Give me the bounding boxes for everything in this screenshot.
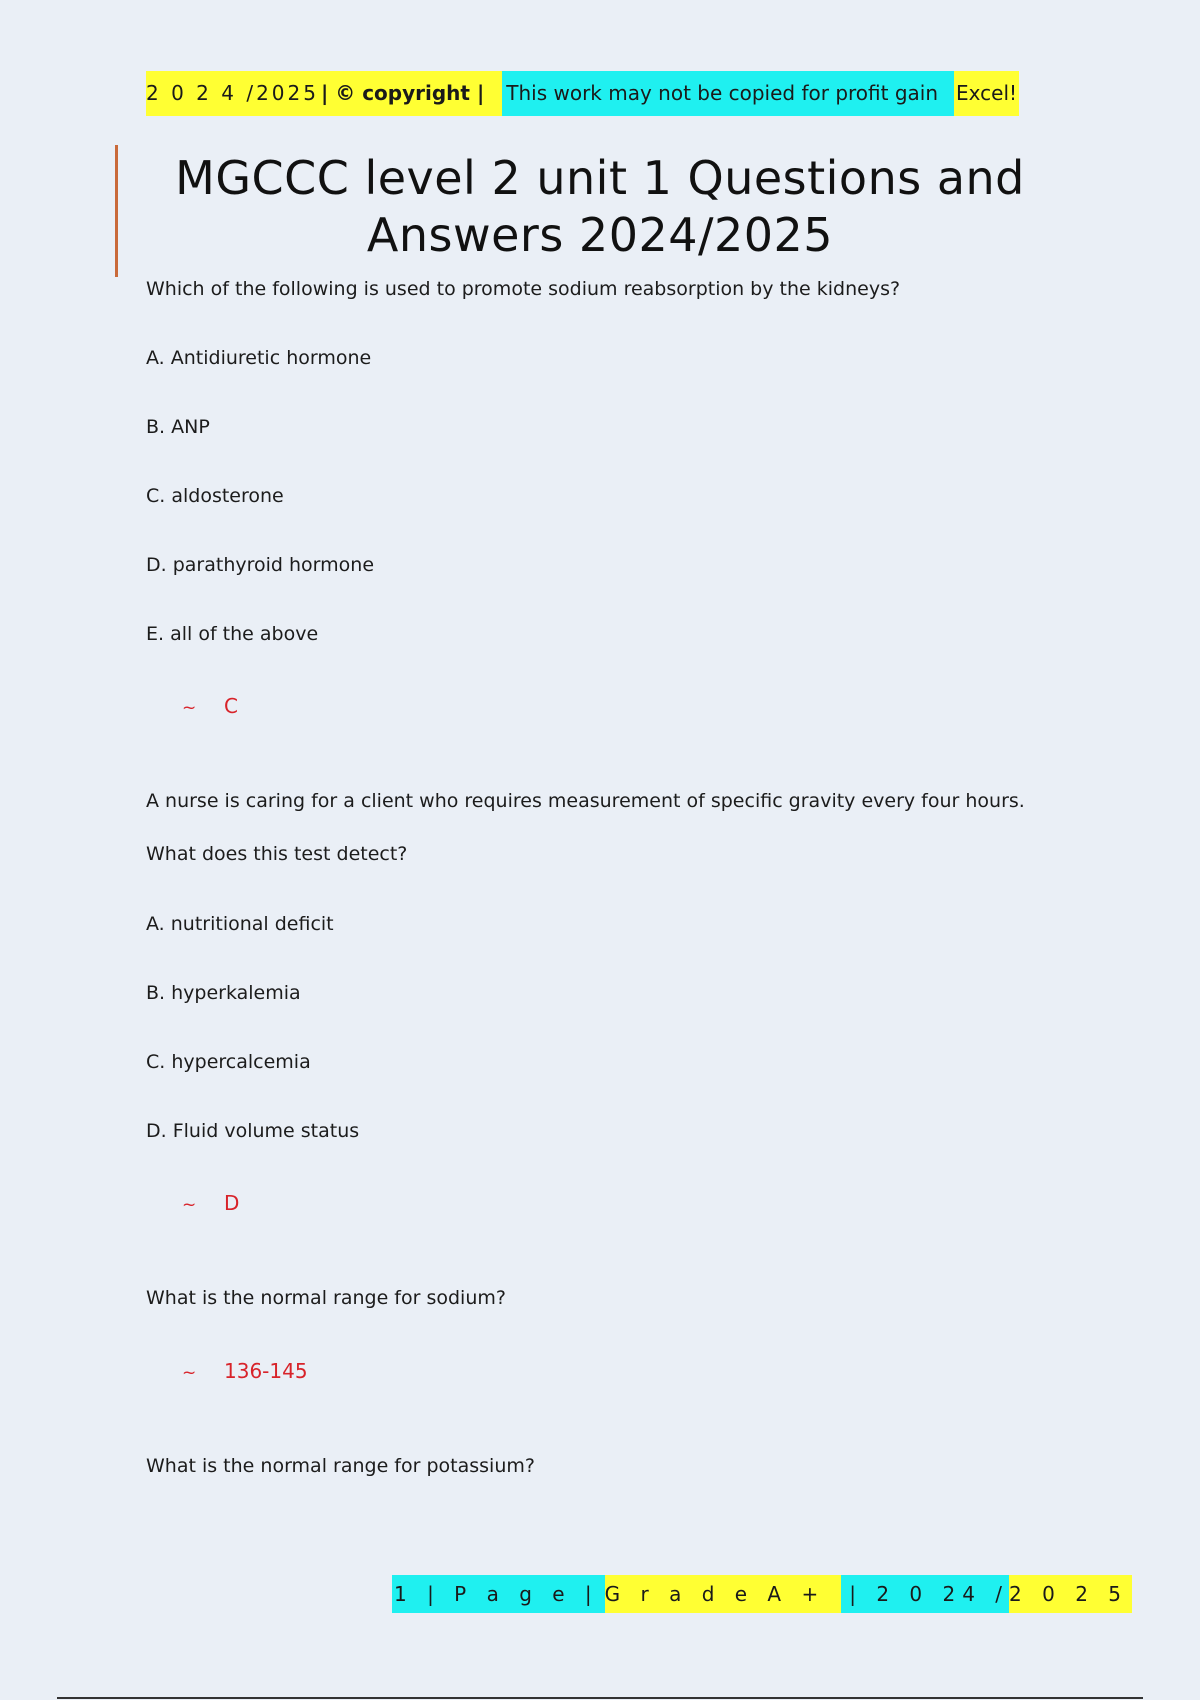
document-title: MGCCC level 2 unit 1 Questions and Answers 2024/2025 (175, 151, 1025, 262)
option-item: C. aldosterone (146, 485, 284, 507)
question-text: What is the normal range for potassium? (146, 1455, 535, 1477)
option-item: B. hyperkalemia (146, 982, 301, 1004)
footer-page-number: 1 | P a g e | (392, 1575, 605, 1613)
bottom-divider (57, 1697, 1143, 1699)
title-accent-bar (115, 145, 118, 277)
option-item: E. all of the above (146, 623, 319, 645)
question-text: What is the normal range for sodium? (146, 1287, 506, 1309)
header-year: 2 0 2 4 /2025 (146, 71, 321, 116)
answer-line (182, 694, 238, 718)
footer-year-start: | 2 0 24 / (841, 1575, 1009, 1613)
footer-year-end: 2 0 2 5 (1009, 1575, 1132, 1613)
header-notice: This work may not be copied for profit gain (502, 71, 954, 116)
header-banner (146, 71, 1019, 116)
answer-marker: ~ (182, 698, 197, 718)
answer-marker: ~ (182, 1195, 197, 1215)
answer-text: C (224, 694, 238, 718)
answer-line (182, 1191, 239, 1215)
answer-text: D (224, 1191, 240, 1215)
answer-text: 136-145 (224, 1359, 308, 1383)
question-text-continued: What does this test detect? (146, 843, 408, 865)
footer-grade: G r a d e A + (605, 1575, 842, 1613)
header-copyright: | © copyright | (321, 71, 502, 116)
option-item: B. ANP (146, 416, 210, 438)
header-excel: Excel! (954, 71, 1019, 116)
answer-marker: ~ (182, 1363, 197, 1383)
answer-line (182, 1359, 308, 1383)
footer-banner (392, 1575, 1132, 1613)
option-item: A. nutritional deficit (146, 913, 334, 935)
option-item: A. Antidiuretic hormone (146, 347, 372, 369)
question-text: A nurse is caring for a client who requires measurement of specific gravity every four hours. (146, 790, 1025, 812)
option-item: D. parathyroid hormone (146, 554, 375, 576)
option-item: D. Fluid volume status (146, 1120, 360, 1142)
question-text: Which of the following is used to promote sodium reabsorption by the kidneys? (146, 278, 901, 300)
option-item: C. hypercalcemia (146, 1051, 311, 1073)
